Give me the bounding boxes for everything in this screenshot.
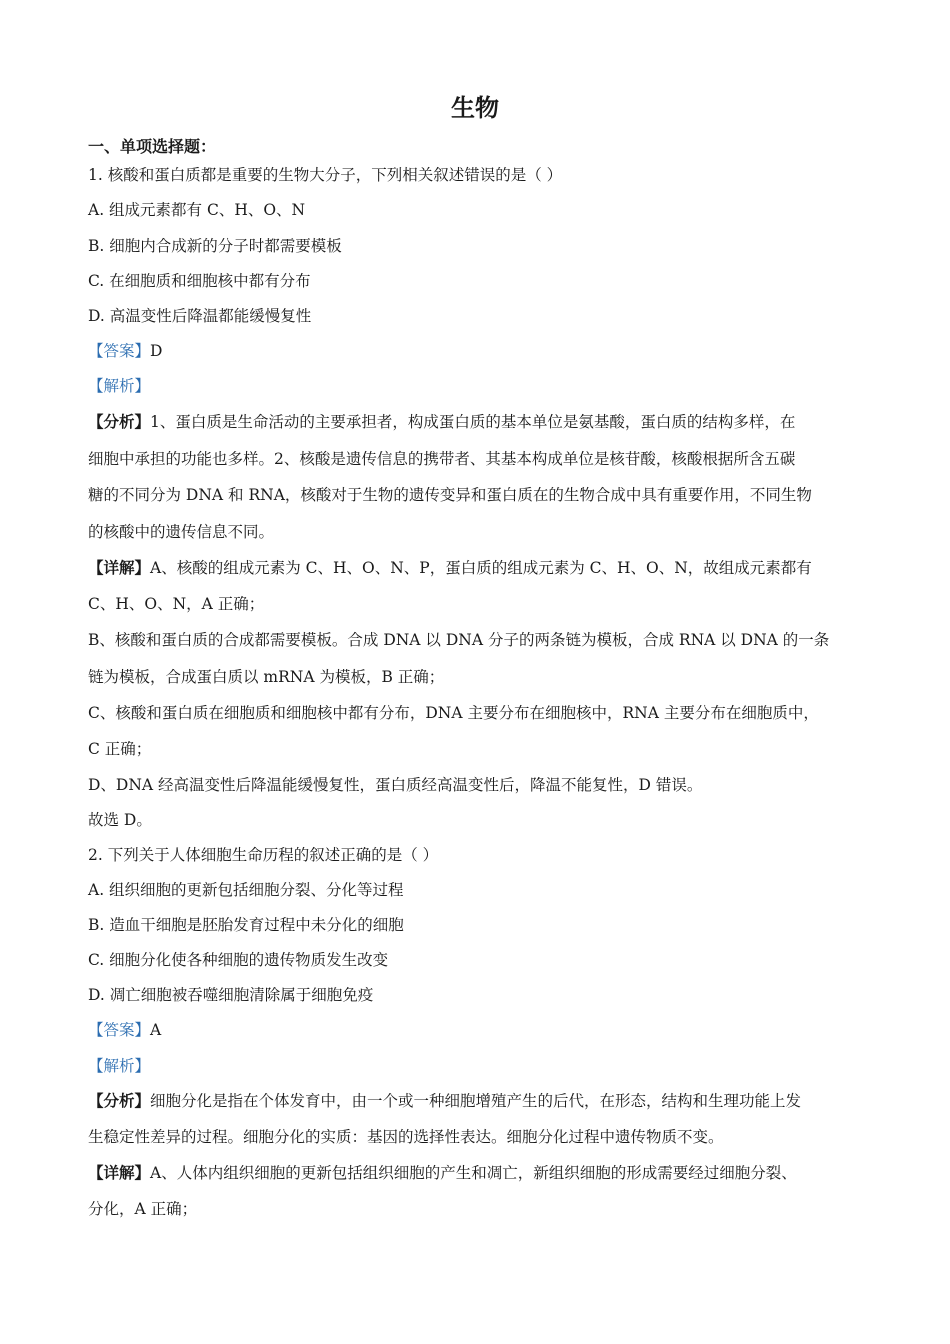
section-heading: 一、单项选择题： [88,137,217,156]
question-2-analysis-heading [88,1056,863,1076]
xiangjie-text: A、人体内组织细胞的更新包括组织细胞的产生和凋亡，新组织细胞的形成需要经过细胞分裂、 [150,1164,797,1182]
answer-value: A [150,1021,162,1039]
question-1-option-b: B. 细胞内合成新的分子时都需要模板 [88,237,342,255]
question-1-answer [88,341,863,361]
question-1-fenxi-line-3: 糖的不同分为 DNA 和 RNA，核酸对于生物的遗传变异和蛋白质在的生物合成中具有重要作用，不同生物 [88,486,812,504]
analysis-tag: 【解析】 [88,377,151,395]
question-1-option-d: D. 高温变性后降温都能缓慢复性 [88,307,312,325]
question-1-xiangjie-line-7: D、DNA 经高温变性后降温能缓慢复性，蛋白质经高温变性后，降温不能复性，D 错误。 [88,776,703,794]
xiangjie-tag: 【详解】 [88,558,151,577]
answer-tag: 【答案】 [88,1021,151,1039]
question-2-answer [88,1020,863,1040]
question-1-fenxi-line-1 [88,412,863,432]
analysis-tag: 【解析】 [88,1057,151,1075]
page-title: 生物 [451,93,499,122]
xiangjie-tag: 【详解】 [88,1163,151,1182]
question-1-xiangjie-line-5: C、核酸和蛋白质在细胞质和细胞核中都有分布，DNA 主要分布在细胞核中，RNA 主要分布在细胞质中， [88,704,819,722]
fenxi-tag: 【分析】 [88,1091,151,1110]
question-2-xiangjie-line-2: 分化，A 正确； [88,1200,198,1218]
question-1-fenxi-line-4: 的核酸中的遗传信息不同。 [88,523,275,541]
question-2-option-c: C. 细胞分化使各种细胞的遗传物质发生改变 [88,951,389,969]
question-1-xiangjie-line-6: C 正确； [88,740,152,758]
question-1-xiangjie-line-8: 故选 D。 [88,811,152,829]
answer-value: D [150,342,163,360]
question-1-fenxi-line-2: 细胞中承担的功能也多样。2、核酸是遗传信息的携带者、其基本构成单位是核苷酸，核酸根据所含五碳 [88,450,796,468]
question-1-stem: 1. 核酸和蛋白质都是重要的生物大分子，下列相关叙述错误的是（ ） [88,166,563,184]
question-2-stem: 2. 下列关于人体细胞生命历程的叙述正确的是（ ） [88,846,439,864]
question-1-option-c: C. 在细胞质和细胞核中都有分布 [88,272,311,290]
fenxi-text: 细胞分化是指在个体发育中，由一个或一种细胞增殖产生的后代，在形态，结构和生理功能上发 [150,1092,802,1110]
question-2-option-b: B. 造血干细胞是胚胎发育过程中未分化的细胞 [88,916,404,934]
question-1-xiangjie-line-1 [88,558,863,578]
question-1-analysis-heading [88,376,863,396]
question-2-fenxi-line-1 [88,1091,863,1111]
question-2-option-d: D. 凋亡细胞被吞噬细胞清除属于细胞免疫 [88,986,374,1004]
xiangjie-text: A、核酸的组成元素为 C、H、O、N、P，蛋白质的组成元素为 C、H、O、N，故组成元素都有 [150,559,812,577]
answer-tag: 【答案】 [88,342,151,360]
question-1-option-a: A. 组成元素都有 C、H、O、N [88,201,306,219]
question-2-xiangjie-line-1 [88,1163,863,1183]
question-1-xiangjie-line-4: 链为模板，合成蛋白质以 mRNA 为模板，B 正确； [88,668,445,686]
question-2-fenxi-line-2: 生稳定性差异的过程。细胞分化的实质：基因的选择性表达。细胞分化过程中遗传物质不变。 [88,1128,724,1146]
question-1-xiangjie-line-2: C、H、O、N，A 正确； [88,595,265,613]
question-1-xiangjie-line-3: B、核酸和蛋白质的合成都需要模板。合成 DNA 以 DNA 分子的两条链为模板，合成 RNA 以 DNA 的一条 [88,631,830,649]
fenxi-tag: 【分析】 [88,412,151,431]
question-2-option-a: A. 组织细胞的更新包括细胞分裂、分化等过程 [88,881,404,899]
fenxi-text: 1、蛋白质是生命活动的主要承担者，构成蛋白质的基本单位是氨基酸，蛋白质的结构多样，在 [150,413,796,431]
